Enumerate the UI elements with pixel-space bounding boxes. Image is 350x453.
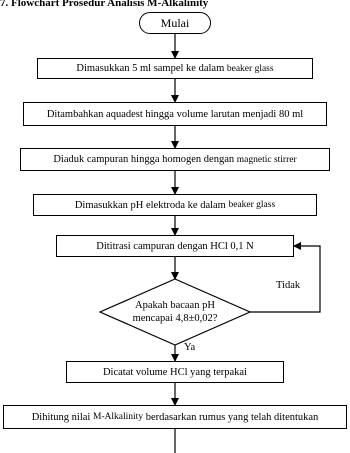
step-add-aquadest [23, 102, 327, 126]
step-stir-mixture [20, 148, 330, 171]
step-insert-electrode-text: Dimasukkan pH elektroda ke dalam [74, 199, 226, 211]
decision-question-line1: Apakah bacaan pH [135, 300, 215, 311]
step-titrate-text: Dititrasi campuran dengan HCl 0,1 N [96, 240, 254, 252]
start-terminator [139, 12, 211, 34]
step-calculate-text-b: berdasarkan rumus yang telah ditentukan [145, 411, 319, 423]
start-label: Mulai [160, 15, 190, 30]
step-add-sample-text: Dimasukkan 5 ml sampel ke dalam [76, 63, 225, 74]
step-record-volume-text: Dicatat volume HCl yang terpakai [102, 366, 248, 378]
step-stir-mixture-term: magnetic stirrer [236, 154, 297, 165]
decision-no-label: Tidak [276, 280, 301, 291]
step-add-sample [37, 58, 313, 79]
step-insert-electrode [33, 194, 317, 216]
step-add-sample-term: beaker glass [226, 63, 274, 74]
step-add-aquadest-text: Ditambahkan aquadest hingga volume larutan menjadi 80 ml [46, 108, 304, 120]
step-calculate-term: M-Alkalinity [92, 412, 144, 422]
decision-yes-label: Ya [184, 342, 196, 353]
step-calculate-text-a: Dihitung nilai [31, 411, 91, 423]
step-stir-mixture-text: Diaduk campuran hingga homogen dengan [53, 154, 235, 165]
decision-question-line2: mencapai 4,8±0,02? [132, 313, 218, 324]
step-record-volume [66, 361, 284, 383]
step-titrate [56, 235, 294, 257]
flowchart-heading: 7. Flowchart Prosedur Analisis M-Alkalinity [0, 0, 209, 9]
step-insert-electrode-term: beaker glass [228, 200, 276, 210]
step-calculate-alkalinity [3, 405, 347, 429]
decision-question [110, 299, 240, 325]
